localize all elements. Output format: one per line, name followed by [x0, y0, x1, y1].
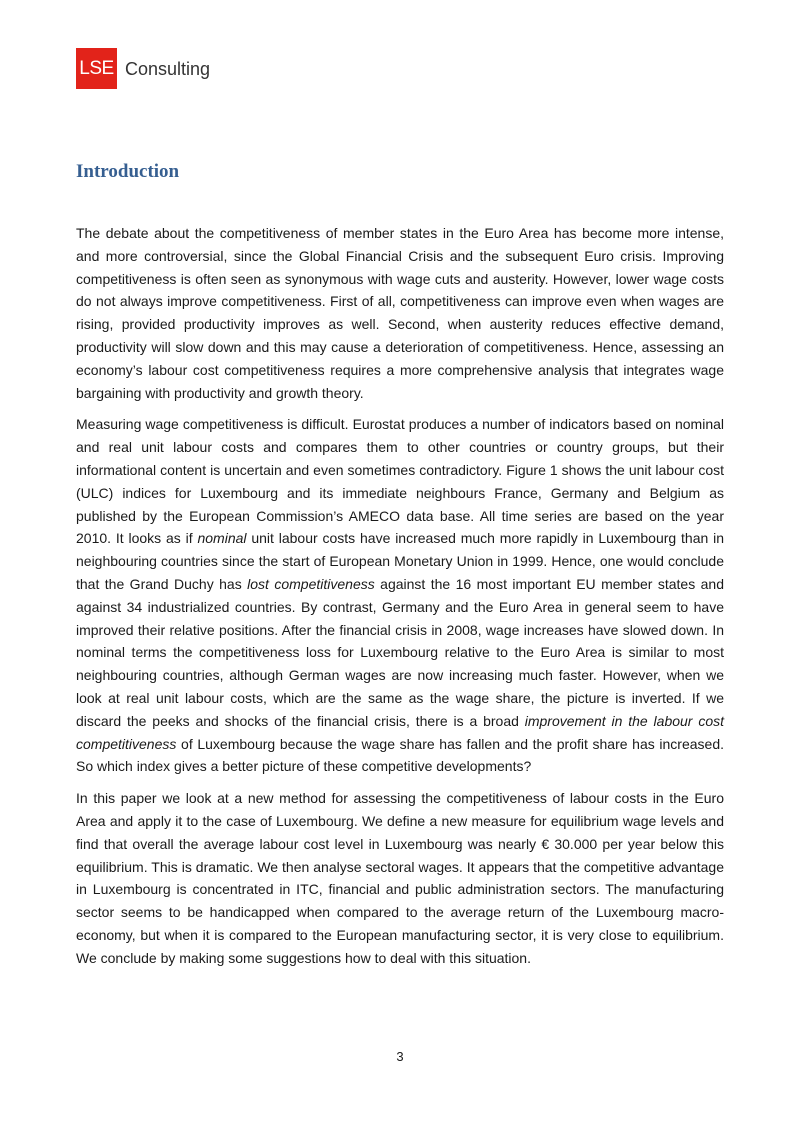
body-text [76, 222, 724, 979]
lse-logo-mark: LSE [76, 48, 117, 89]
paragraph-text: In this paper we look at a new method for assessing the competitiveness of labour costs in the Euro Area and apply it to the case of Luxembourg. We define a new measure for equilibrium wage levels and find that overall the average labour cost level in Luxembourg was nearly € 30.000 per year below this equilibrium. This is dramatic. We then analyse sectoral wages. It appears that the competitive advantage in Luxembourg is concentrated in ITC, financial and public administration sectors. The manufacturing sector seems to be handicapped when compared to the average return of the Luxembourg macro-economy, but when it is compared to the European manufacturing sector, it is very close to equilibrium. We conclude by making some suggestions how to deal with this situation. [76, 790, 724, 966]
lse-consulting-logo [76, 48, 210, 89]
paragraph-text: against the 16 most important EU member states and against 34 industrialized countries. By contrast, Germany and the Euro Area in general seem to have improved their relative positions. After the financial crisis in 2008, wage increases have slowed down. In nominal terms the competitiveness loss for Luxembourg relative to the Euro Area is similar to most neighbouring countries, although German wages are now increasing much faster. However, when we look at real unit labour costs, which are the same as the wage share, the picture is inverted. If we discard the peeks and shocks of the financial crisis, there is a broad [76, 575, 725, 729]
body-paragraph-2 [76, 413, 724, 778]
emphasis-text: improvement in the labour cost competitiveness [76, 712, 724, 752]
paragraph-text: of Luxembourg because the wage share has fallen and the profit share has increased. So which index gives a better picture of these competitive developments? [76, 735, 724, 775]
body-paragraph-3 [76, 787, 724, 969]
paragraph-text: The debate about the competitiveness of member states in the Euro Area has become more intense, and more controversial, since the Global Financial Crisis and the subsequent Euro crisis. Improving competitiveness is often seen as synonymous with wage cuts and austerity. However, lower wage costs do not always improve competitiveness. First of all, competitiveness can improve even when wages are rising, provided productivity improves as well. Second, when austerity reduces effective demand, productivity will slow down and this may cause a deterioration of competitiveness. Hence, assessing an economy’s labour cost competitiveness requires a more comprehensive analysis that integrates wage bargaining with productivity and growth theory. [76, 225, 724, 401]
paragraph-text: unit labour costs have increased much more rapidly in Luxembourg than in neighbouring countries since the start of European Monetary Union in 1999. Hence, one would conclude that the Grand Duchy has [76, 530, 724, 592]
emphasis-text: lost competitiveness [247, 575, 375, 592]
body-paragraph-1 [76, 222, 724, 404]
page-number: 3 [396, 1049, 404, 1064]
logo-wordmark: Consulting [125, 59, 211, 79]
emphasis-text: nominal [197, 530, 247, 547]
section-title: Introduction [76, 161, 180, 182]
paragraph-text: Measuring wage competitiveness is difficult. Eurostat produces a number of indicators based on nominal and real unit labour costs and compares them to other countries or country groups, but their informational content is uncertain and even sometimes contradictory. Figure 1 shows the unit labour cost (ULC) indices for Luxembourg and its immediate neighbours France, Germany and Belgium as published by the European Commission’s AMECO data base. All time series are based on the year 2010. It looks as if [76, 416, 724, 547]
